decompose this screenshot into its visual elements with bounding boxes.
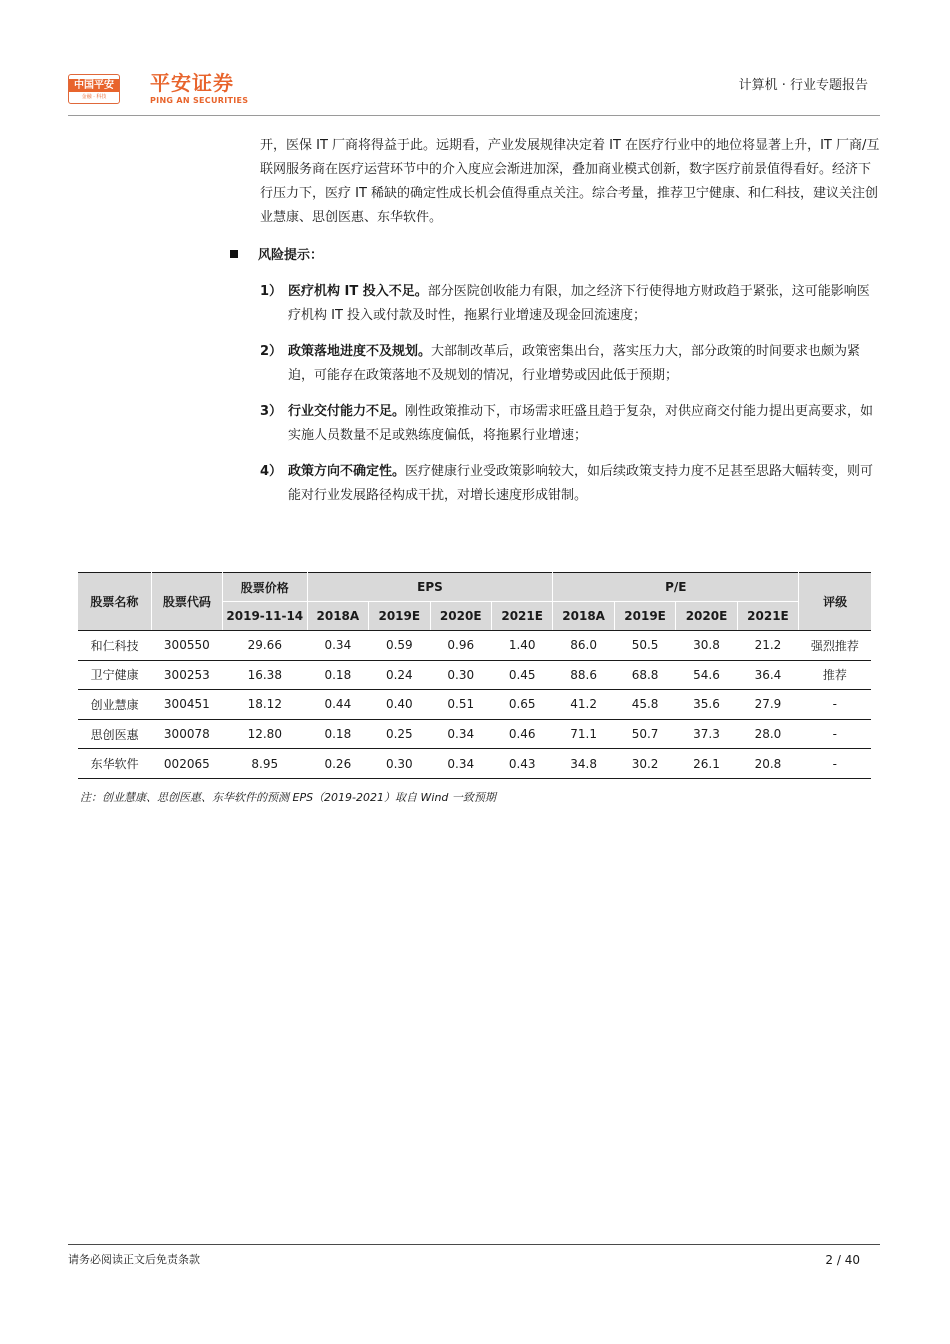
- cell-eps: 0.24: [369, 660, 430, 690]
- cell-eps: 0.30: [369, 749, 430, 779]
- cell-pe: 68.8: [614, 660, 675, 690]
- page-header: [68, 70, 880, 116]
- table-row: [78, 631, 871, 661]
- header-eps: EPS: [307, 573, 553, 602]
- risk-item-title: 政策方向不确定性。: [288, 464, 406, 479]
- cell-pe: 37.3: [676, 719, 737, 749]
- cell-pe: 36.4: [737, 660, 798, 690]
- risk-heading: [230, 246, 323, 266]
- cell-pe: 88.6: [553, 660, 614, 690]
- risk-item-text: 大部制改革后，政策密集出台，落实压力大，部分政策的时间要求也颇为紧迫，可能存在政策落地不及规划的情况，行业增势或因此低于预期；: [288, 344, 861, 383]
- report-title: 计算机 · 行业专题报告: [738, 78, 868, 93]
- risk-item-text: 刚性政策推动下，市场需求旺盛且趋于复杂，对供应商交付能力提出更高要求，如实施人员数量不足或熟练度偏低，将拖累行业增速；: [288, 404, 874, 443]
- cell-code: 300253: [151, 660, 222, 690]
- brand-name-en: PING AN SECURITIES: [150, 96, 249, 105]
- cell-eps: 0.65: [491, 690, 552, 720]
- cell-rating: -: [799, 719, 871, 749]
- cell-rating: -: [799, 749, 871, 779]
- cell-name: 卫宁健康: [78, 660, 151, 690]
- cell-eps: 0.51: [430, 690, 491, 720]
- cell-name: 和仁科技: [78, 631, 151, 661]
- table-row: [78, 719, 871, 749]
- cell-pe: 26.1: [676, 749, 737, 779]
- risk-item-number: 3）: [260, 404, 283, 419]
- cell-eps: 0.46: [491, 719, 552, 749]
- header-price-date: 2019-11-14: [222, 602, 307, 631]
- header-pe-year: 2018A: [553, 602, 614, 631]
- risk-item-text: 部分医院创收能力有限，加之经济下行使得地方财政趋于紧张，这可能影响医疗机构 IT 投入或付款及时性，拖累行业增速及现金回流速度；: [288, 284, 870, 323]
- cell-pe: 21.2: [737, 631, 798, 661]
- cell-name: 思创医惠: [78, 719, 151, 749]
- header-pe: P/E: [553, 573, 799, 602]
- cell-code: 002065: [151, 749, 222, 779]
- bullet-square-icon: [230, 250, 238, 258]
- cell-name: 东华软件: [78, 749, 151, 779]
- cell-pe: 54.6: [676, 660, 737, 690]
- cell-pe: 28.0: [737, 719, 798, 749]
- cell-code: 300078: [151, 719, 222, 749]
- cell-pe: 35.6: [676, 690, 737, 720]
- risk-item-number: 2）: [260, 344, 283, 359]
- table-row: [78, 690, 871, 720]
- header-stock-code: 股票代码: [151, 573, 222, 631]
- risk-item-number: 4）: [260, 464, 283, 479]
- cell-eps: 0.44: [307, 690, 368, 720]
- page-number: 2 / 40: [825, 1253, 860, 1267]
- cell-eps: 1.40: [491, 631, 552, 661]
- page-footer: [68, 1244, 880, 1267]
- risk-heading-text: 风险提示：: [258, 248, 324, 263]
- header-rating: 评级: [799, 573, 871, 631]
- cell-pe: 27.9: [737, 690, 798, 720]
- cell-pe: 30.2: [614, 749, 675, 779]
- cell-pe: 30.8: [676, 631, 737, 661]
- cell-pe: 50.7: [614, 719, 675, 749]
- cell-price: 18.12: [222, 690, 307, 720]
- cell-price: 8.95: [222, 749, 307, 779]
- cell-eps: 0.40: [369, 690, 430, 720]
- header-eps-year: 2020E: [430, 602, 491, 631]
- cell-eps: 0.30: [430, 660, 491, 690]
- risk-item: [260, 460, 882, 508]
- cell-pe: 41.2: [553, 690, 614, 720]
- header-eps-year: 2019E: [369, 602, 430, 631]
- cell-pe: 45.8: [614, 690, 675, 720]
- cell-price: 29.66: [222, 631, 307, 661]
- cell-pe: 20.8: [737, 749, 798, 779]
- header-stock-price: 股票价格: [222, 573, 307, 602]
- cell-code: 300451: [151, 690, 222, 720]
- header-eps-year: 2018A: [307, 602, 368, 631]
- header-pe-year: 2021E: [737, 602, 798, 631]
- cell-name: 创业慧康: [78, 690, 151, 720]
- risk-item-title: 政策落地进度不及规划。: [288, 344, 432, 359]
- cell-price: 12.80: [222, 719, 307, 749]
- cell-pe: 86.0: [553, 631, 614, 661]
- cell-code: 300550: [151, 631, 222, 661]
- risk-item-title: 医疗机构 IT 投入不足。: [288, 284, 428, 299]
- stock-valuation-table: [78, 572, 871, 779]
- cell-eps: 0.34: [307, 631, 368, 661]
- cell-eps: 0.18: [307, 719, 368, 749]
- cell-rating: 推荐: [799, 660, 871, 690]
- table-row: [78, 660, 871, 690]
- intro-paragraph: 开，医保 IT 厂商将得益于此。远期看，产业发展规律决定着 IT 在医疗行业中的地位将显著上升，IT 厂商/互联网服务商在医疗运营环节中的介入度应会渐进加深，叠加商业模式创新，数字医疗前景值得看好。经济下行压力下，医疗 IT 稀缺的确定性成长机会值得重点关注。综合考量，推荐卫宁健康、和仁科技，建议关注创业慧康、思创医惠、东华软件。: [260, 138, 880, 225]
- header-pe-year: 2019E: [614, 602, 675, 631]
- cell-eps: 0.59: [369, 631, 430, 661]
- risk-item-text: 医疗健康行业受政策影响较大，如后续政策支持力度不足甚至思路大幅转变，则可能对行业发展路径构成干扰，对增长速度形成钳制。: [288, 464, 874, 503]
- table-note: 注：创业慧康、思创医惠、东华软件的预测 EPS（2019-2021）取自 Wind 一致预期: [80, 791, 496, 804]
- cell-eps: 0.43: [491, 749, 552, 779]
- header-eps-year: 2021E: [491, 602, 552, 631]
- footer-disclaimer: 请务必阅读正文后免责条款: [68, 1253, 200, 1266]
- cell-pe: 71.1: [553, 719, 614, 749]
- risk-item: [260, 400, 882, 448]
- brand-name-cn: 平安证券: [150, 71, 234, 95]
- cell-eps: 0.34: [430, 719, 491, 749]
- cell-eps: 0.25: [369, 719, 430, 749]
- logo-text: 中国平安: [69, 79, 119, 92]
- risk-item: [260, 340, 882, 388]
- risk-item-title: 行业交付能力不足。: [288, 404, 406, 419]
- cell-eps: 0.45: [491, 660, 552, 690]
- risk-item: [260, 280, 882, 328]
- table-row: [78, 749, 871, 779]
- risk-item-number: 1）: [260, 284, 283, 299]
- cell-eps: 0.26: [307, 749, 368, 779]
- cell-pe: 50.5: [614, 631, 675, 661]
- cell-eps: 0.34: [430, 749, 491, 779]
- cell-rating: 强烈推荐: [799, 631, 871, 661]
- header-stock-name: 股票名称: [78, 573, 151, 631]
- cell-rating: -: [799, 690, 871, 720]
- ping-an-logo: [68, 74, 120, 104]
- cell-eps: 0.96: [430, 631, 491, 661]
- cell-price: 16.38: [222, 660, 307, 690]
- logo-subtext: 金融 · 科技: [81, 94, 107, 100]
- header-pe-year: 2020E: [676, 602, 737, 631]
- cell-pe: 34.8: [553, 749, 614, 779]
- cell-eps: 0.18: [307, 660, 368, 690]
